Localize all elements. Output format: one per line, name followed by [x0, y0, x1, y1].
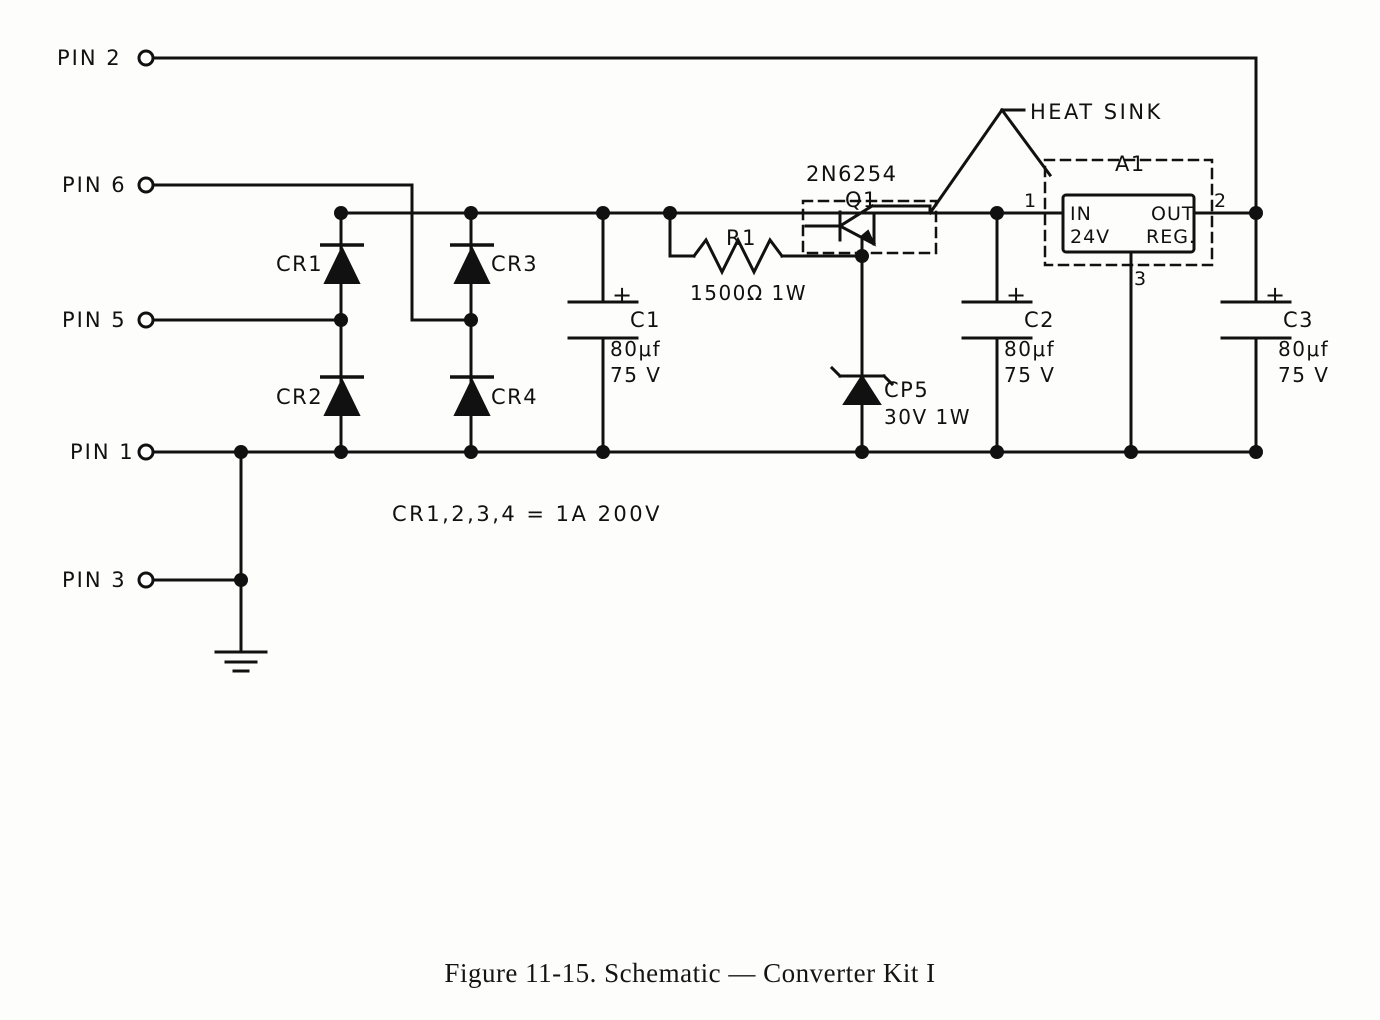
- pin-label-pin-2: PIN 2: [57, 46, 122, 70]
- component-label-cr1: CR1: [276, 252, 324, 276]
- component-label-cr2: CR2: [276, 385, 324, 409]
- regulator-voltage-label: 24V: [1070, 226, 1111, 248]
- regulator-terminal-3: 3: [1134, 268, 1148, 290]
- regulator-terminal-1: 1: [1024, 190, 1038, 212]
- component-voltage-c2: 75 V: [1004, 363, 1056, 387]
- component-type-q1: 2N6254: [806, 162, 898, 186]
- polarity-marker-c3: +: [1265, 281, 1287, 309]
- regulator-out-label: OUT: [1151, 203, 1195, 225]
- component-value-r1: 1500Ω 1W: [690, 281, 808, 305]
- component-label-a1: A1: [1115, 152, 1146, 176]
- component-voltage-c1: 75 V: [610, 363, 662, 387]
- polarity-marker-c2: +: [1006, 281, 1028, 309]
- figure-caption: Figure 11-15. Schematic — Converter Kit I: [444, 958, 936, 988]
- component-label-q1: Q1: [845, 188, 878, 212]
- heat-sink-label: HEAT SINK: [1030, 100, 1163, 124]
- regulator-in-label: IN: [1070, 203, 1092, 225]
- pin-label-pin-6: PIN 6: [62, 173, 127, 197]
- component-label-c2: C2: [1024, 308, 1056, 332]
- component-label-c1: C1: [630, 308, 662, 332]
- pin-label-pin-5: PIN 5: [62, 308, 127, 332]
- component-value-c2: 80μf: [1004, 337, 1056, 361]
- pin-label-pin-3: PIN 3: [62, 568, 127, 592]
- component-label-cr4: CR4: [491, 385, 539, 409]
- regulator-terminal-2: 2: [1214, 190, 1228, 212]
- component-value-cp5: 30V 1W: [884, 405, 971, 429]
- polarity-marker-c1: +: [612, 281, 634, 309]
- component-label-c3: C3: [1283, 308, 1315, 332]
- component-label-cr3: CR3: [491, 252, 539, 276]
- component-label-cp5: CP5: [884, 378, 930, 402]
- regulator-type-label: REG.: [1146, 226, 1196, 248]
- component-value-c3: 80μf: [1278, 337, 1330, 361]
- diode-rating-note: CR1,2,3,4 = 1A 200V: [392, 502, 663, 526]
- component-voltage-c3: 75 V: [1278, 363, 1330, 387]
- pin-label-pin-1: PIN 1: [70, 440, 135, 464]
- component-label-r1: R1: [726, 226, 757, 250]
- component-value-c1: 80μf: [610, 337, 662, 361]
